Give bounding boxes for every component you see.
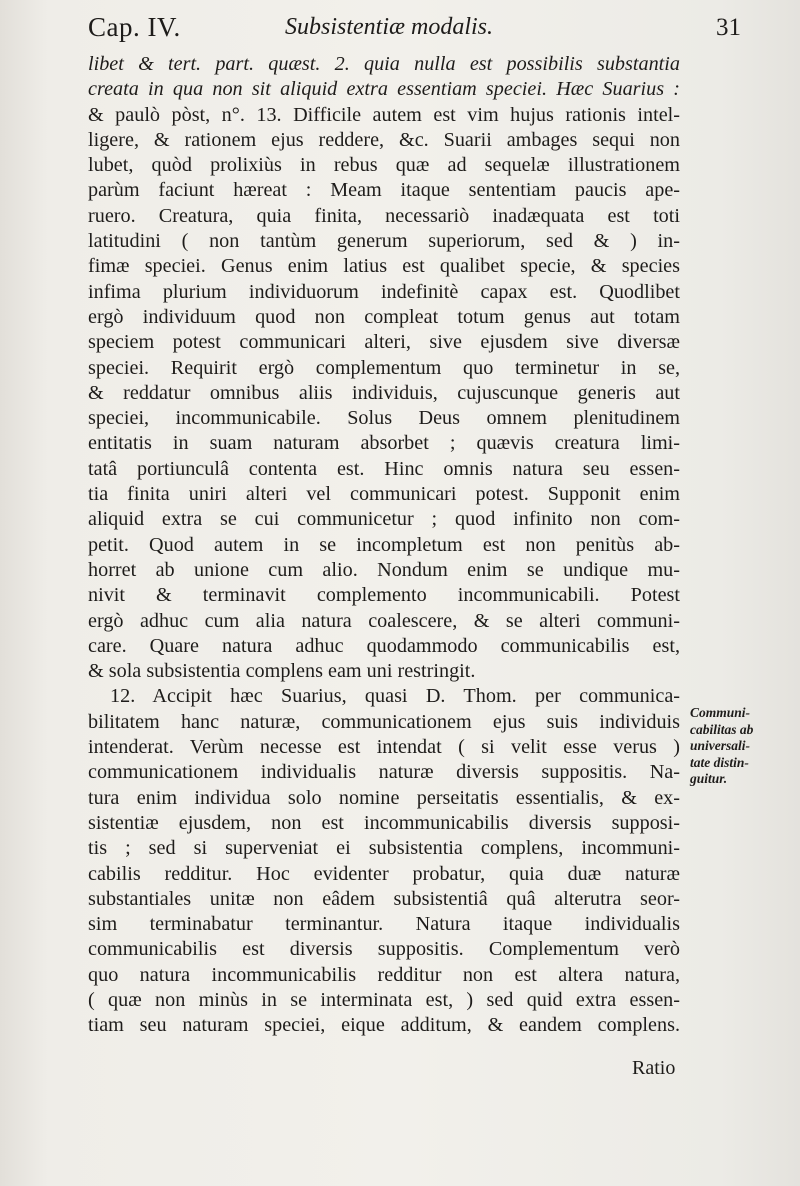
margin-note-line: universali-: [690, 738, 751, 754]
text-line: tatâ portiunculâ contenta est. Hinc omnis natura seu essen-: [88, 457, 680, 480]
margin-note-line: tate distin-: [690, 754, 749, 770]
text-line: entitatis in suam naturam absorbet ; quævis creatura limi-: [88, 432, 680, 455]
text-line: ergò adhuc cum alia natura coalescere, & se alteri communi-: [88, 609, 680, 632]
text-line: petit. Quod autem in se incompletum est non penitùs ab-: [88, 533, 680, 556]
page-number: 31: [716, 14, 741, 41]
text-line: speciei. Requirit ergò complementum quo terminetur in se,: [88, 356, 680, 379]
text-line: bilitatem hanc naturæ, communicationem ejus suis individuis: [88, 710, 680, 733]
text-line: speciem potest communicari alteri, sive ejusdem sive diversæ: [88, 331, 680, 354]
text-line: substantiales unitæ non eâdem subsistentiâ quâ alterutra seor-: [88, 887, 680, 910]
margin-note: [690, 705, 790, 788]
text-line: tis ; sed si superveniat ei subsistentia complens, incommuni-: [88, 837, 680, 860]
text-line: creata in qua non sit aliquid extra essentiam speciei. Hæc Suarius :: [88, 78, 680, 101]
text-line: tiam seu naturam speciei, eique additum, & eandem complens.: [88, 1014, 680, 1037]
text-line: fimæ speciei. Genus enim latius est qualibet specie, & species: [88, 255, 680, 278]
text-line: infima plurium individuorum indefinitè capax est. Quodlibet: [88, 280, 680, 303]
text-line: & sola subsistentia complens eam uni restringit.: [88, 660, 476, 683]
text-line: ruero. Creatura, quia finita, necessariò inadæquata est toti: [88, 204, 680, 227]
margin-note-line: Communi-: [690, 705, 751, 720]
page-header: [0, 10, 800, 50]
margin-note-line: guitur.: [690, 771, 728, 787]
text-line: tia finita uniri alteri vel communicari potest. Supponit enim: [88, 483, 680, 506]
text-line: nivit & terminavit complemento incommunicabili. Potest: [88, 584, 680, 607]
text-line: sim terminabatur terminantur. Natura itaque individualis: [88, 913, 680, 936]
text-line: speciei, incommunicabile. Solus Deus omnem plenitudinem: [88, 407, 680, 430]
text-line: aliquid extra se cui communicetur ; quod infinito non com-: [88, 508, 680, 531]
text-line: cabilis redditur. Hoc evidenter probatur, quia duæ naturæ: [88, 862, 680, 885]
text-line: 12. Accipit hæc Suarius, quasi D. Thom. per communica-: [110, 685, 680, 708]
text-line: & reddatur omnibus aliis individuis, cujuscunque generis aut: [88, 381, 680, 404]
text-line: libet & tert. part. quæst. 2. quia nulla est possibilis substantia: [88, 53, 680, 75]
text-line: ergò individuum quod non compleat totum genus aut totam: [88, 305, 680, 328]
text-line: care. Quare natura adhuc quodammodo communicabilis est,: [88, 634, 680, 657]
text-line: horret ab unione cum alio. Nondum enim se undique mu-: [88, 558, 680, 581]
text-line: quo natura incommunicabilis redditur non est altera natura,: [88, 963, 680, 986]
text-line: ( quæ non minùs in se interminata est, ) sed quid extra essen-: [88, 988, 680, 1011]
text-line: lubet, quòd prolixiùs in rebus quæ ad sequelæ illustrationem: [88, 154, 680, 177]
text-line: parùm faciunt hæreat : Meam itaque sententiam paucis ape-: [88, 179, 680, 202]
text-line: ligere, & rationem ejus reddere, &c. Suarii ambages sequi non: [88, 128, 680, 151]
running-title: Subsistentiæ modalis.: [285, 14, 494, 40]
text-line: latitudini ( non tantùm generum superiorum, sed & ) in-: [88, 230, 680, 253]
text-line: tura enim individua solo nomine perseitatis essentialis, & ex-: [88, 786, 680, 809]
text-line: communicationem individualis naturæ diversis suppositis. Na-: [88, 761, 680, 784]
text-line: & paulò pòst, n°. 13. Difficile autem est vim hujus rationis intel-: [88, 103, 680, 126]
catchword: Ratio: [632, 1057, 676, 1079]
body-text: [88, 52, 680, 1039]
text-line: communicabilis est diversis suppositis. Complementum verò: [88, 938, 680, 961]
text-line: intenderat. Verùm necesse est intendat ( si velit esse verus ): [88, 736, 680, 759]
text-line: sistentiæ ejusdem, non est incommunicabilis diversis supposi-: [88, 811, 680, 834]
margin-note-line: cabilitas ab: [690, 721, 754, 737]
chapter-heading: Cap. IV.: [88, 12, 181, 42]
